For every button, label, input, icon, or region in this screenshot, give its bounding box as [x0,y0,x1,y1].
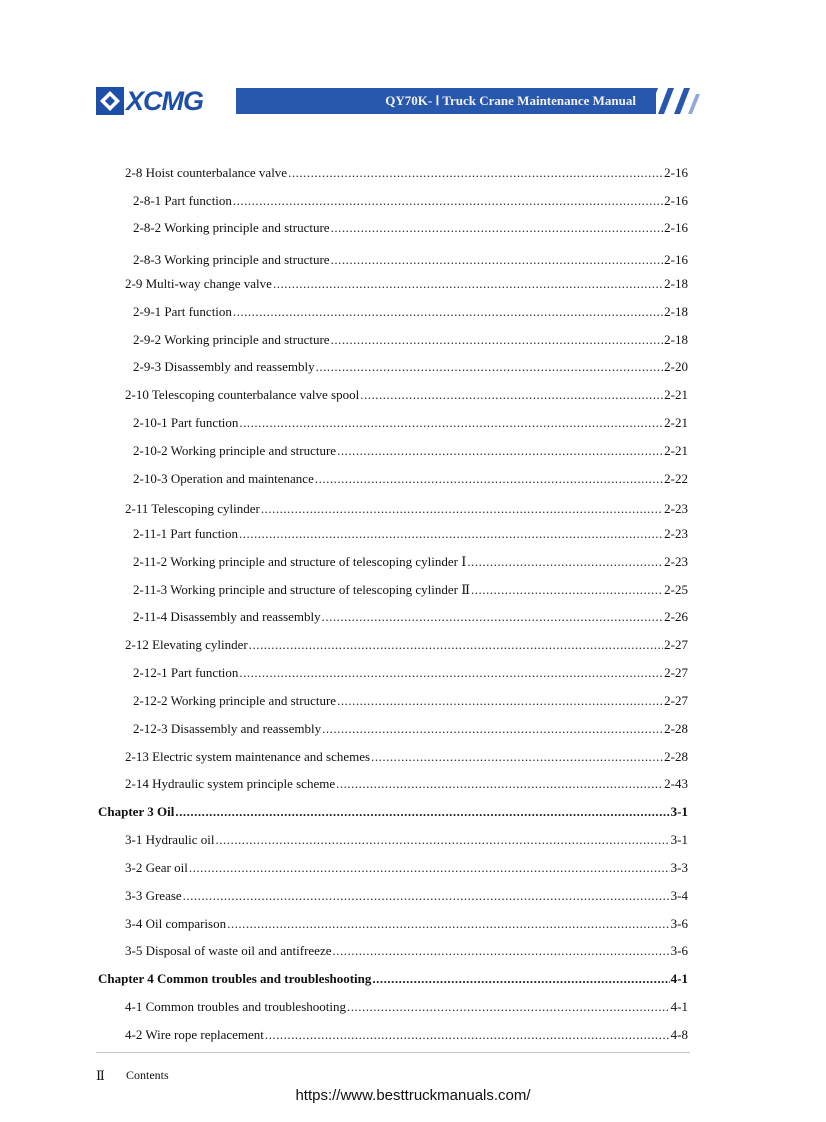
toc-entry-label: 3-5 Disposal of waste oil and antifreeze [125,943,332,958]
toc-entry-page: 2-22 [664,471,688,486]
toc-entry[interactable] [133,414,688,432]
toc-entry[interactable] [133,525,688,543]
toc-entry-page: 2-18 [664,332,688,347]
toc-entry-page: 2-20 [664,359,688,374]
toc-entry-label: 2-9-3 Disassembly and reassembly [133,359,315,374]
xcmg-logo [96,86,203,116]
toc-dot-leader [233,192,663,210]
toc-entry[interactable] [125,887,688,905]
footer-page-number: Ⅱ [96,1068,105,1083]
toc-entry-label: 2-8 Hoist counterbalance valve [125,165,288,180]
toc-entry-page: 2-28 [664,749,688,764]
toc-entry-label: 2-11-4 Disassembly and reassembly [133,609,321,624]
toc-dot-leader [331,251,664,269]
toc-entry-label: 2-9-2 Working principle and structure [133,332,330,347]
toc-entry[interactable] [125,831,688,849]
toc-dot-leader [265,1026,670,1044]
page-header [96,86,700,116]
toc-entry-page: 2-21 [664,387,688,402]
toc-entry-label: 2-12-3 Disassembly and reassembly [133,721,322,736]
toc-entry-label: 2-12-1 Part function [133,665,239,680]
toc-entry[interactable] [125,942,688,960]
toc-entry[interactable] [125,748,688,766]
toc-dot-leader [322,608,664,626]
toc-entry-page: 2-21 [664,443,688,458]
toc-chapter-entry[interactable] [98,970,688,988]
toc-dot-leader [249,636,663,654]
toc-entry-page: 2-23 [664,501,688,516]
toc-entry-label: 2-8-2 Working principle and structure [133,220,330,235]
toc-entry-page: 3-6 [670,943,688,958]
xcmg-logo-icon [96,87,124,115]
toc-entry-page: 2-23 [664,554,688,569]
toc-entry-label: 2-11-2 Working principle and structure of telescoping cylinder Ⅰ [133,554,467,569]
toc-entry-label: 4-2 Wire rope replacement [125,1027,264,1042]
toc-entry-label: 2-12-2 Working principle and structure [133,693,337,708]
toc-dot-leader [261,500,663,518]
toc-entry[interactable] [125,915,688,933]
toc-entry-label: 3-2 Gear oil [125,860,188,875]
toc-entry-label: 2-10-3 Operation and maintenance [133,471,314,486]
toc-dot-leader [331,331,664,349]
toc-dot-leader [175,803,669,821]
toc-entry[interactable] [125,859,688,877]
toc-entry-page: 2-27 [664,693,688,708]
toc-entry[interactable] [125,775,688,793]
toc-entry-label: 3-1 Hydraulic oil [125,832,215,847]
toc-entry-page: 2-16 [664,252,688,267]
toc-dot-leader [288,164,663,182]
toc-entry-label: 2-14 Hydraulic system principle scheme [125,776,336,791]
toc-entry[interactable] [133,303,688,321]
toc-entry-label: 2-8-1 Part function [133,193,232,208]
toc-entry-page: 3-4 [670,888,688,903]
toc-entry[interactable] [133,219,688,237]
toc-entry[interactable] [133,720,688,738]
toc-dot-leader [372,970,669,988]
toc-entry[interactable] [125,636,688,654]
toc-entry[interactable] [133,331,688,349]
toc-entry-label: 2-8-3 Working principle and structure [133,252,330,267]
toc-entry-label: 2-12 Elevating cylinder [125,637,248,652]
footer-section-label: Contents [126,1068,169,1082]
toc-entry-page: 2-21 [664,415,688,430]
toc-entry[interactable] [125,386,688,404]
toc-entry-label: Chapter 4 Common troubles and troubleshooting [98,971,372,986]
banner-stripes-icon [636,88,700,114]
toc-entry-page: 2-16 [664,220,688,235]
toc-entry-page: 2-16 [664,193,688,208]
toc-dot-leader [467,553,663,571]
logo-text: XCMG [126,86,203,116]
toc-dot-leader [233,303,663,321]
toc-entry-page: 2-18 [664,304,688,319]
title-banner [236,88,656,114]
toc-dot-leader [183,887,670,905]
toc-entry[interactable] [133,442,688,460]
toc-dot-leader [227,915,670,933]
toc-dot-leader [316,358,664,376]
toc-entry-label: 2-11-3 Working principle and structure of telescoping cylinder Ⅱ [133,582,471,597]
toc-dot-leader [315,470,663,488]
toc-dot-leader [322,720,663,738]
toc-entry-label: 2-10-2 Working principle and structure [133,443,337,458]
toc-entry[interactable] [133,251,688,269]
toc-dot-leader [216,831,670,849]
toc-entry[interactable] [133,553,688,571]
toc-dot-leader [239,525,663,543]
toc-entry-label: 4-1 Common troubles and troubleshooting [125,999,346,1014]
manual-title: QY70K- Ⅰ Truck Crane Maintenance Manual [385,93,636,108]
toc-entry-page: 3-6 [670,916,688,931]
toc-entry-page: 2-43 [664,776,688,791]
toc-dot-leader [336,775,663,793]
toc-entry-label: 3-4 Oil comparison [125,916,227,931]
toc-dot-leader [239,414,663,432]
toc-entry[interactable] [125,998,688,1016]
toc-entry-label: 2-9-1 Part function [133,304,232,319]
toc-entry-page: 4-8 [670,1027,688,1042]
toc-entry-page: 2-26 [664,609,688,624]
toc-entry-page: 2-23 [664,526,688,541]
toc-entry-label: 3-3 Grease [125,888,182,903]
toc-entry-page: 2-27 [664,665,688,680]
toc-dot-leader [332,942,669,960]
toc-entry-label: Chapter 3 Oil [98,804,175,819]
toc-entry-page: 2-28 [664,721,688,736]
toc-entry[interactable] [133,581,688,599]
toc-dot-leader [331,219,664,237]
toc-dot-leader [273,275,663,293]
toc-entry-page: 4-1 [670,999,688,1014]
toc-entry-page: 2-16 [664,165,688,180]
toc-entry[interactable] [133,192,688,210]
toc-dot-leader [347,998,670,1016]
toc-entry-page: 3-1 [670,804,688,819]
toc-dot-leader [337,692,663,710]
source-url[interactable]: https://www.besttruckmanuals.com/ [295,1087,531,1104]
toc-entry-label: 2-10 Telescoping counterbalance valve spool [125,387,360,402]
toc-entry[interactable] [133,358,688,376]
toc-dot-leader [471,581,663,599]
toc-dot-leader [360,386,663,404]
toc-entry-page: 2-18 [664,276,688,291]
toc-entry[interactable] [125,1026,688,1044]
toc-entry[interactable] [125,275,688,293]
toc-entry-page: 2-27 [664,637,688,652]
toc-dot-leader [371,748,663,766]
toc-entry[interactable] [125,500,688,518]
toc-entry-page: 3-3 [670,860,688,875]
footer-divider [96,1052,690,1053]
toc-entry-label: 2-11-1 Part function [133,526,238,541]
toc-entry-page: 2-25 [664,582,688,597]
toc-entry-label: 2-11 Telescoping cylinder [125,501,260,516]
toc-entry-label: 2-13 Electric system maintenance and schemes [125,749,371,764]
toc-dot-leader [337,442,663,460]
toc-entry-label: 2-9 Multi-way change valve [125,276,272,291]
toc-entry[interactable] [133,470,688,488]
toc-entry[interactable] [133,608,688,626]
toc-entry[interactable] [125,164,688,182]
toc-entry-page: 3-1 [670,832,688,847]
toc-dot-leader [239,664,663,682]
toc-entry[interactable] [133,692,688,710]
toc-entry-label: 2-10-1 Part function [133,415,239,430]
toc-entry[interactable] [133,664,688,682]
toc-chapter-entry[interactable] [98,803,688,821]
toc-entry-page: 4-1 [670,971,688,986]
toc-dot-leader [189,859,670,877]
